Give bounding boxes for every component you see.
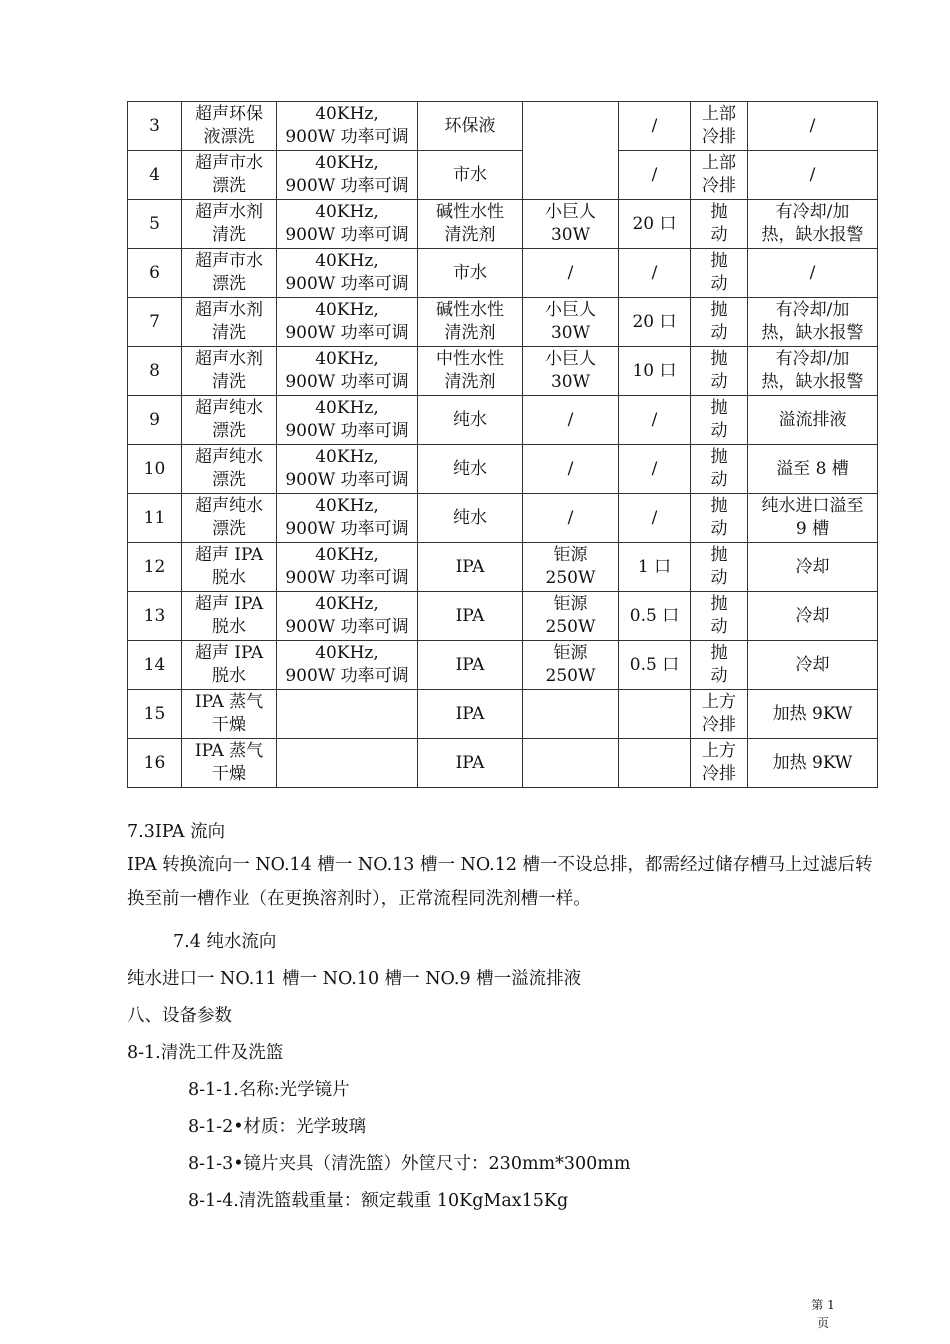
cell-line: / — [651, 115, 658, 136]
cell-liquid — [418, 739, 523, 788]
cell-line: 有冷却/加 — [775, 300, 850, 320]
cell-power — [277, 739, 418, 788]
cell-liquid — [418, 151, 523, 200]
table-row — [128, 102, 878, 151]
cell-line: 900W 功率可调 — [285, 666, 409, 686]
cell-line: 40KHz, — [315, 153, 379, 173]
cell-line: 20 口 — [632, 311, 677, 332]
cell-line: 900W 功率可调 — [285, 225, 409, 245]
cell-power — [277, 249, 418, 298]
row-number: 5 — [128, 200, 182, 249]
cell-other — [748, 151, 878, 200]
cell-power — [277, 347, 418, 396]
cell-drain — [691, 102, 748, 151]
cell-line: 超声水剂 — [195, 202, 263, 222]
cell-pump — [523, 592, 619, 641]
cell-line: 900W 功率可调 — [285, 274, 409, 294]
cell-line: / — [567, 458, 574, 479]
table-row — [128, 641, 878, 690]
row-number: 8 — [128, 347, 182, 396]
cell-line: IPA — [455, 654, 485, 675]
cell-pump — [523, 739, 619, 788]
cell-line: 加热 9KW — [772, 703, 853, 724]
cell-liquid — [418, 200, 523, 249]
cell-line: 超声 IPA — [194, 594, 264, 614]
cell-name — [182, 592, 277, 641]
row-number: 6 — [128, 249, 182, 298]
cell-line: 动 — [710, 470, 728, 490]
cell-power — [277, 592, 418, 641]
section-8-1-title: 8-1.清洗工件及洗篮 — [127, 1043, 284, 1063]
table-row — [128, 298, 878, 347]
cell-pump — [523, 445, 619, 494]
cell-line: 40KHz, — [315, 643, 379, 663]
section-7-4-body: 纯水进口一 NO.11 槽一 NO.10 槽一 NO.9 槽一溢流排液 — [127, 969, 582, 989]
row-number: 3 — [128, 102, 182, 151]
cell-line: 干燥 — [212, 764, 246, 784]
cell-line: 热，缺水报警 — [761, 372, 864, 392]
cell-line: 清洗 — [212, 225, 246, 245]
cell-name — [182, 690, 277, 739]
cell-line: 40KHz, — [315, 447, 379, 467]
cell-line: 40KHz, — [315, 104, 379, 124]
cell-line: 抛 — [710, 496, 728, 516]
cell-line: 上方 — [702, 741, 736, 761]
cell-line: 30W — [550, 323, 591, 343]
table-row — [128, 592, 878, 641]
cell-power — [277, 102, 418, 151]
cell-drain — [691, 445, 748, 494]
cell-power — [277, 298, 418, 347]
cell-line: 脱水 — [212, 568, 246, 588]
cell-line: 40KHz, — [315, 594, 379, 614]
cell-line: 上方 — [702, 692, 736, 712]
cell-line: 40KHz, — [315, 349, 379, 369]
cell-pump — [523, 249, 619, 298]
cell-liquid — [418, 102, 523, 151]
cell-line: 抛 — [710, 545, 728, 565]
cell-line: 漂洗 — [212, 421, 246, 441]
cell-power — [277, 445, 418, 494]
cell-line: 冷却 — [795, 654, 830, 675]
cell-power — [277, 543, 418, 592]
cell-line: 动 — [710, 519, 728, 539]
cell-line: 40KHz, — [315, 300, 379, 320]
row-number: 9 — [128, 396, 182, 445]
cell-line: 动 — [710, 421, 728, 441]
cell-line: / — [651, 507, 658, 528]
cell-line: 冷却 — [795, 605, 830, 626]
cell-line: IPA — [455, 703, 485, 724]
cell-line: 清洗 — [212, 372, 246, 392]
section-7-3-body: IPA 转换流向一 NO.14 槽一 NO.13 槽一 NO.12 槽一不设总排，都需经过储存槽马上过滤后转换至前一槽作业（在更换溶剂时），正常流程同洗剂槽一样。 — [127, 855, 873, 909]
cell-filter — [619, 592, 691, 641]
cell-line: 9 槽 — [795, 519, 830, 539]
cell-line: 脱水 — [212, 617, 246, 637]
cell-liquid — [418, 690, 523, 739]
cell-other — [748, 347, 878, 396]
table-row — [128, 396, 878, 445]
cell-line: 热，缺水报警 — [761, 323, 864, 343]
table-row — [128, 200, 878, 249]
cell-drain — [691, 249, 748, 298]
section-7-4-title: 7.4 纯水流向 — [173, 932, 277, 952]
cell-line: 中性水性 — [436, 349, 504, 369]
cell-name — [182, 151, 277, 200]
cell-line: 250W — [545, 666, 596, 686]
cell-line: 市水 — [453, 164, 487, 185]
cell-line: 脱水 — [212, 666, 246, 686]
cell-power — [277, 641, 418, 690]
cell-pump — [523, 543, 619, 592]
row-number: 4 — [128, 151, 182, 200]
cell-line: 抛 — [710, 251, 728, 271]
cell-line: 环保液 — [444, 115, 496, 136]
row-number: 13 — [128, 592, 182, 641]
cell-line: 900W 功率可调 — [285, 568, 409, 588]
cell-other — [748, 592, 878, 641]
cell-name — [182, 102, 277, 151]
cell-other — [748, 396, 878, 445]
cell-line: 动 — [710, 617, 728, 637]
cell-filter — [619, 396, 691, 445]
cell-filter — [619, 347, 691, 396]
cell-filter — [619, 543, 691, 592]
row-number: 10 — [128, 445, 182, 494]
cell-line: 900W 功率可调 — [285, 421, 409, 441]
cell-name — [182, 249, 277, 298]
cell-line: 上部 — [702, 153, 736, 173]
cell-line: 0.5 口 — [629, 654, 680, 675]
cell-line: 30W — [550, 372, 591, 392]
item-8-1-4: 8-1-4.清洗篮载重量：额定载重 10KgMax15Kg — [188, 1191, 569, 1211]
cell-power — [277, 690, 418, 739]
cell-drain — [691, 200, 748, 249]
cell-line: 250W — [545, 568, 596, 588]
cell-filter — [619, 641, 691, 690]
cell-drain — [691, 151, 748, 200]
process-table — [127, 101, 878, 788]
table-row — [128, 690, 878, 739]
cell-drain — [691, 543, 748, 592]
cell-line: 热，缺水报警 — [761, 225, 864, 245]
cell-line: 900W 功率可调 — [285, 519, 409, 539]
section-7-3-title: 7.3IPA 流向 — [127, 822, 226, 842]
cell-other — [748, 445, 878, 494]
cell-line: 40KHz, — [315, 496, 379, 516]
table-row — [128, 494, 878, 543]
cell-line: 溢流排液 — [778, 409, 847, 430]
item-8-1-1: 8-1-1.名称:光学镜片 — [188, 1080, 350, 1100]
cell-pump — [523, 494, 619, 543]
cell-line: 40KHz, — [315, 545, 379, 565]
cell-line: 900W 功率可调 — [285, 617, 409, 637]
cell-line: 小巨人 — [545, 202, 596, 222]
cell-pump — [523, 102, 619, 200]
cell-liquid — [418, 298, 523, 347]
cell-line: 清洗剂 — [444, 323, 496, 343]
table-body — [128, 102, 878, 788]
cell-other — [748, 543, 878, 592]
cell-line: 动 — [710, 666, 728, 686]
cell-name — [182, 298, 277, 347]
cell-filter — [619, 445, 691, 494]
cell-other — [748, 298, 878, 347]
row-number: 11 — [128, 494, 182, 543]
cell-line: 漂洗 — [212, 274, 246, 294]
cell-line: 漂洗 — [212, 176, 246, 196]
cell-line: 纯水 — [453, 458, 487, 479]
cell-line: 纯水 — [453, 409, 487, 430]
cell-other — [748, 641, 878, 690]
cell-other — [748, 249, 878, 298]
cell-line: 钜源 — [553, 594, 588, 614]
cell-line: 900W 功率可调 — [285, 470, 409, 490]
cell-liquid — [418, 249, 523, 298]
cell-line: 超声 IPA — [194, 643, 264, 663]
cell-line: 超声市水 — [195, 153, 263, 173]
table-row — [128, 151, 878, 200]
cell-liquid — [418, 347, 523, 396]
cell-line: 超声市水 — [195, 251, 263, 271]
cell-line: 清洗剂 — [444, 372, 496, 392]
cell-line: 抛 — [710, 202, 728, 222]
cell-filter — [619, 298, 691, 347]
cell-line: 冷排 — [702, 176, 736, 196]
row-number: 15 — [128, 690, 182, 739]
cell-line: IPA — [455, 752, 485, 773]
cell-other — [748, 200, 878, 249]
cell-line: 纯水 — [453, 507, 487, 528]
cell-liquid — [418, 494, 523, 543]
cell-line: 干燥 — [212, 715, 246, 735]
cell-line: 0.5 口 — [629, 605, 680, 626]
cell-drain — [691, 739, 748, 788]
cell-line: 漂洗 — [212, 519, 246, 539]
cell-power — [277, 200, 418, 249]
cell-line: 冷排 — [702, 715, 736, 735]
cell-line: IPA — [455, 605, 485, 626]
cell-line: 900W 功率可调 — [285, 127, 409, 147]
cell-line: / — [651, 409, 658, 430]
row-number: 7 — [128, 298, 182, 347]
cell-liquid — [418, 396, 523, 445]
cell-power — [277, 151, 418, 200]
table-row — [128, 445, 878, 494]
table-row — [128, 249, 878, 298]
cell-line: 钜源 — [553, 643, 588, 663]
cell-other — [748, 739, 878, 788]
cell-name — [182, 200, 277, 249]
cell-line: 超声 IPA — [194, 545, 264, 565]
cell-line: / — [567, 409, 574, 430]
cell-line: 10 口 — [632, 360, 677, 381]
section-8-title: 八、设备参数 — [127, 1006, 232, 1026]
cell-filter — [619, 102, 691, 151]
cell-line: 40KHz, — [315, 202, 379, 222]
cell-line: / — [809, 262, 816, 283]
cell-line: 超声纯水 — [195, 496, 263, 516]
cell-line: 动 — [710, 225, 728, 245]
cell-drain — [691, 298, 748, 347]
cell-name — [182, 396, 277, 445]
row-number: 14 — [128, 641, 182, 690]
cell-drain — [691, 494, 748, 543]
cell-line: IPA — [455, 556, 485, 577]
cell-line: 1 口 — [637, 556, 672, 577]
cell-line: 抛 — [710, 398, 728, 418]
cell-drain — [691, 396, 748, 445]
cell-line: 超声水剂 — [195, 349, 263, 369]
cell-filter — [619, 200, 691, 249]
item-8-1-2: 8-1-2•材质：光学玻璃 — [188, 1117, 367, 1137]
cell-line: 20 口 — [632, 213, 677, 234]
cell-line: IPA 蒸气 — [194, 741, 264, 761]
cell-pump — [523, 396, 619, 445]
table-row — [128, 739, 878, 788]
cell-power — [277, 396, 418, 445]
cell-line: / — [651, 164, 658, 185]
row-number: 12 — [128, 543, 182, 592]
cell-pump — [523, 690, 619, 739]
cell-line: 有冷却/加 — [775, 349, 850, 369]
cell-pump — [523, 298, 619, 347]
cell-line: / — [809, 115, 816, 136]
cell-name — [182, 445, 277, 494]
cell-line: 纯水进口溢至 — [761, 496, 864, 516]
cell-filter — [619, 690, 691, 739]
cell-line: 钜源 — [553, 545, 588, 565]
cell-line: 超声水剂 — [195, 300, 263, 320]
cell-line: 动 — [710, 323, 728, 343]
cell-pump — [523, 641, 619, 690]
cell-line: / — [809, 164, 816, 185]
cell-power — [277, 494, 418, 543]
cell-other — [748, 690, 878, 739]
cell-pump — [523, 347, 619, 396]
cell-line: 加热 9KW — [772, 752, 853, 773]
cell-line: 900W 功率可调 — [285, 176, 409, 196]
cell-line: 抛 — [710, 300, 728, 320]
cell-line: 冷排 — [702, 127, 736, 147]
cell-line: 小巨人 — [545, 349, 596, 369]
cell-line: 清洗剂 — [444, 225, 496, 245]
cell-drain — [691, 592, 748, 641]
cell-line: 溢至 8 槽 — [776, 458, 849, 479]
cell-filter — [619, 739, 691, 788]
cell-line: 动 — [710, 568, 728, 588]
cell-other — [748, 494, 878, 543]
cell-line: 市水 — [453, 262, 487, 283]
cell-line: 900W 功率可调 — [285, 323, 409, 343]
cell-line: 40KHz, — [315, 398, 379, 418]
cell-line: 抛 — [710, 447, 728, 467]
cell-line: / — [651, 458, 658, 479]
cell-name — [182, 494, 277, 543]
table-row — [128, 543, 878, 592]
cell-line: 上部 — [702, 104, 736, 124]
cell-line: 超声环保 — [195, 104, 263, 124]
cell-line: / — [567, 262, 574, 283]
cell-line: 碱性水性 — [436, 300, 504, 320]
cell-name — [182, 543, 277, 592]
cell-line: / — [651, 262, 658, 283]
cell-line: IPA 蒸气 — [194, 692, 264, 712]
cell-line: 超声纯水 — [195, 398, 263, 418]
cell-line: 动 — [710, 274, 728, 294]
cell-line: 超声纯水 — [195, 447, 263, 467]
cell-line: 动 — [710, 372, 728, 392]
cell-filter — [619, 494, 691, 543]
cell-line: 漂洗 — [212, 470, 246, 490]
cell-name — [182, 347, 277, 396]
cell-name — [182, 739, 277, 788]
cell-line: 有冷却/加 — [775, 202, 850, 222]
cell-line: 40KHz, — [315, 251, 379, 271]
cell-liquid — [418, 543, 523, 592]
cell-filter — [619, 151, 691, 200]
cell-filter — [619, 249, 691, 298]
cell-pump — [523, 200, 619, 249]
cell-liquid — [418, 592, 523, 641]
cell-line: 小巨人 — [545, 300, 596, 320]
cell-line: 冷却 — [795, 556, 830, 577]
table-row — [128, 347, 878, 396]
page-number: 第 1 页 — [811, 1298, 835, 1330]
cell-other — [748, 102, 878, 151]
cell-line: 碱性水性 — [436, 202, 504, 222]
cell-line: 抛 — [710, 349, 728, 369]
cell-line: 清洗 — [212, 323, 246, 343]
cell-line: / — [567, 507, 574, 528]
cell-line: 抛 — [710, 643, 728, 663]
cell-name — [182, 641, 277, 690]
cell-line: 900W 功率可调 — [285, 372, 409, 392]
cell-line: 冷排 — [702, 764, 736, 784]
cell-drain — [691, 690, 748, 739]
cell-line: 30W — [550, 225, 591, 245]
cell-line: 液漂洗 — [203, 127, 255, 147]
row-number: 16 — [128, 739, 182, 788]
cell-liquid — [418, 445, 523, 494]
cell-line: 250W — [545, 617, 596, 637]
cell-drain — [691, 641, 748, 690]
cell-line: 抛 — [710, 594, 728, 614]
cell-liquid — [418, 641, 523, 690]
item-8-1-3: 8-1-3•镜片夹具（清洗篮）外筐尺寸：230mm*300mm — [188, 1154, 631, 1174]
cell-drain — [691, 347, 748, 396]
